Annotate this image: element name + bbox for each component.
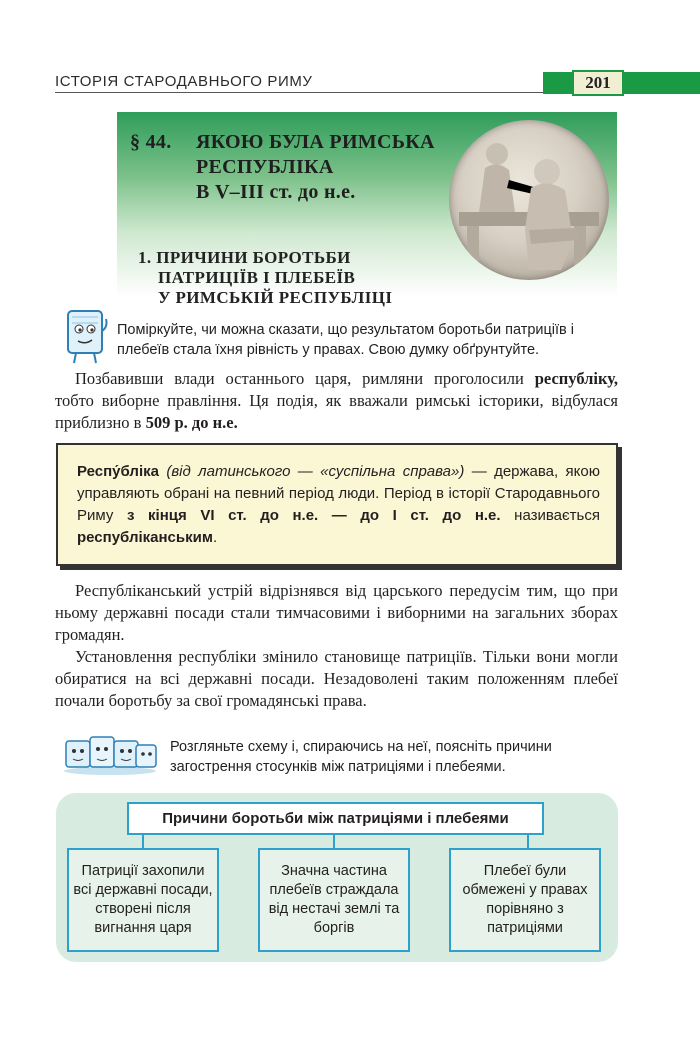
group-characters-icon <box>60 733 160 775</box>
definition-term2: республіканським <box>77 529 213 546</box>
subsection-title-line3: У РИМСЬКІЙ РЕСПУБЛІЦІ <box>158 288 393 307</box>
scheme-cause-2: Значна частина плебеїв страждала від нестачі землі та боргів <box>258 848 410 952</box>
subsection-title-line1: 1. ПРИЧИНИ БОРОТЬБИ <box>138 248 351 267</box>
paragraph-republic-intro: Позбавивши влади останнього царя, римляни проголосили республіку, тобто виборне правління. Ця подія, як вважали римські історики, відбулася приблизно в 509 р. до н.е. <box>55 369 618 432</box>
subsection-title-line2: ПАТРИЦІЇВ І ПЛЕБЕЇВ <box>158 268 356 287</box>
scheme-title: Причини боротьби між патриціями і плебеями <box>127 802 544 835</box>
definition-period: з кінця VI ст. до н.е. — до I ст. до н.е. <box>126 507 501 524</box>
scheme-cause-3: Плебеї були обмежені у правах порівняно з патриціями <box>449 848 601 952</box>
relief-figures-icon <box>449 120 609 280</box>
page-number: 201 <box>572 70 624 96</box>
term-republic: республіку, <box>534 369 618 388</box>
definition-term: Респу́бліка <box>77 463 159 480</box>
task-scheme: Розгляньте схему і, спираючись на неї, поясніть причини загострення стосунків між патриціями і плебеями. <box>170 739 552 775</box>
section-title-line1: ЯКОЮ БУЛА РИМСЬКА <box>196 131 435 153</box>
running-header: ІСТОРІЯ СТАРОДАВНЬОГО РИМУ <box>55 73 313 90</box>
definition-text: Респу́бліка (від латинського — «суспільна справа») — держава, якою управляють обрані на певний період люди. Період в історії Стародавнього Риму з кінця VI ст. до н.е. — до I ст. до н.е. називається республіканським. <box>77 463 601 546</box>
paragraph-patricians: Установлення республіки змінило становище патриціїв. Тільки вони могли обиратися на всі державні посади. Незадоволені таким положенням плебеї почали боротьбу за свої громадянські права. <box>55 647 618 710</box>
task-think: Поміркуйте, чи можна сказати, що результатом боротьби патриціїв і плебеїв стала їхня рівність у правах. Свою думку обґрунтуйте. <box>117 322 575 358</box>
definition-origin: (від латинського — «суспільна справа») <box>158 463 465 480</box>
paragraph-republic-system: Республіканський устрій відрізнявся від царського передусім тим, що при ньому державні посади стали тимчасовими і виборними на загальних зборах громадян. <box>55 581 618 644</box>
section-title <box>130 130 435 205</box>
section-title-line2: РЕСПУБЛІКА <box>196 156 334 178</box>
section-title-line3: В V–III ст. до н.е. <box>196 181 356 203</box>
thinking-character-icon <box>60 307 110 365</box>
section-number: § 44. <box>130 131 172 153</box>
roman-relief-medallion <box>449 120 609 280</box>
scheme-cause-1: Патриції захопили всі державні посади, створені після вигнання царя <box>67 848 219 952</box>
date-509: 509 р. до н.е. <box>145 413 238 432</box>
subsection-title <box>138 248 392 308</box>
header-rule <box>55 92 543 93</box>
